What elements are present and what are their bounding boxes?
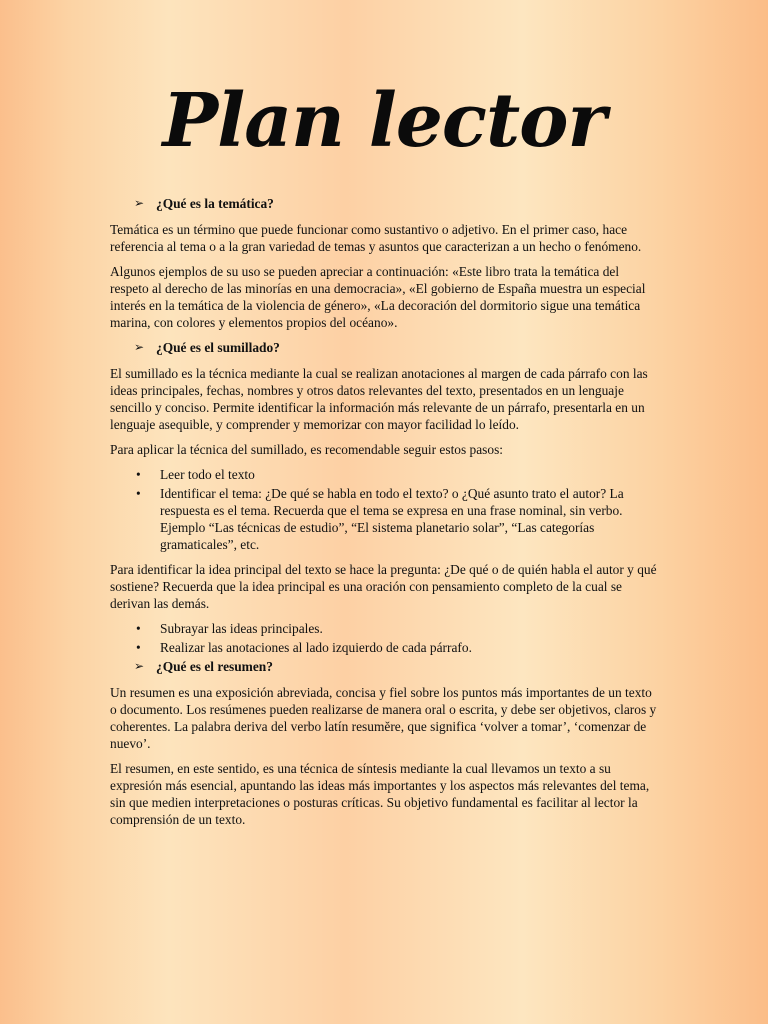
- actions-list: [110, 620, 658, 656]
- steps-list: [110, 466, 658, 553]
- paragraph: Algunos ejemplos de su uso se pueden apreciar a continuación: «Este libro trata la temática del respeto al derecho de las minorías en una democracia», «El gobierno de España muestra un especial interés en la temática de la violencia de género», «La decoración del dormitorio sigue una temática marina, con colores y elementos propios del océano».: [110, 264, 646, 330]
- list-item: [110, 639, 658, 656]
- section-heading-resumen: [110, 658, 658, 675]
- page-title: Plan lector: [162, 78, 606, 164]
- list-item-text: Leer todo el texto: [160, 467, 255, 482]
- paragraph: Para aplicar la técnica del sumillado, es recomendable seguir estos pasos:: [110, 442, 504, 457]
- list-item-text: Subrayar las ideas principales.: [160, 621, 323, 636]
- bullet-icon: •: [136, 486, 141, 501]
- document-body: [110, 195, 658, 836]
- arrow-bullet-icon: ➢: [134, 659, 145, 673]
- list-item: [110, 620, 658, 637]
- paragraph: El sumillado es la técnica mediante la cual se realizan anotaciones al margen de cada párrafo con las ideas principales, fechas, nombres y otros datos relevantes del texto, presentados en un lenguaje sencillo y conciso. Permite identificar la información más relevante de un párrafo, presentarla en un lenguaje asequible, y comprender y memorizar con mayor facilidad lo leído.: [110, 366, 648, 432]
- arrow-bullet-icon: ➢: [134, 196, 145, 210]
- paragraph: Un resumen es una exposición abreviada, concisa y fiel sobre los puntos más importantes de un texto o documento. Los resúmenes pueden realizarse de manera oral o escrita, y debe ser objetivos, claros y coherentes. La palabra deriva del verbo latín resumĕre, que significa ‘volver a tomar’, ‘comenzar de nuevo’.: [110, 685, 657, 751]
- heading-text: ¿Qué es la temática?: [156, 196, 274, 211]
- bullet-icon: •: [136, 467, 141, 482]
- heading-text: ¿Qué es el sumillado?: [156, 340, 280, 355]
- list-item: [110, 466, 658, 483]
- list-item: [110, 485, 658, 553]
- paragraph: Temática es un término que puede funcionar como sustantivo o adjetivo. En el primer caso, hace referencia al tema o a la gran variedad de temas y asuntos que caracterizan a un hecho o fenómeno.: [110, 222, 642, 254]
- bullet-icon: •: [136, 640, 141, 655]
- arrow-bullet-icon: ➢: [134, 340, 145, 354]
- list-item-text: Identificar el tema: ¿De qué se habla en todo el texto? o ¿Qué asunto trato el autor? La respuesta es el tema. Recuerda que el tema se expresa en una frase nominal, sin verbo. Ejemplo “Las técnicas de estudio”, “El sistema planetario solar”, “Las categorías gramaticales”, etc.: [160, 486, 624, 552]
- paragraph: El resumen, en este sentido, es una técnica de síntesis mediante la cual llevamos un texto a su expresión más esencial, apuntando las ideas más importantes y los aspectos más relevantes del tema, sin que medien interpretaciones o posturas críticas. Su objetivo fundamental es facilitar al lector la comprensión de un texto.: [110, 761, 650, 827]
- list-item-text: Realizar las anotaciones al lado izquierdo de cada párrafo.: [160, 640, 472, 655]
- section-heading-tematica: [110, 195, 658, 212]
- bullet-icon: •: [136, 621, 141, 636]
- heading-text: ¿Qué es el resumen?: [156, 659, 273, 674]
- section-heading-sumillado: [110, 339, 658, 356]
- paragraph: Para identificar la idea principal del texto se hace la pregunta: ¿De qué o de quién habla el autor y qué sostiene? Recuerda que la idea principal es una oración con pensamiento completo de la cual se derivan las demás.: [110, 562, 657, 611]
